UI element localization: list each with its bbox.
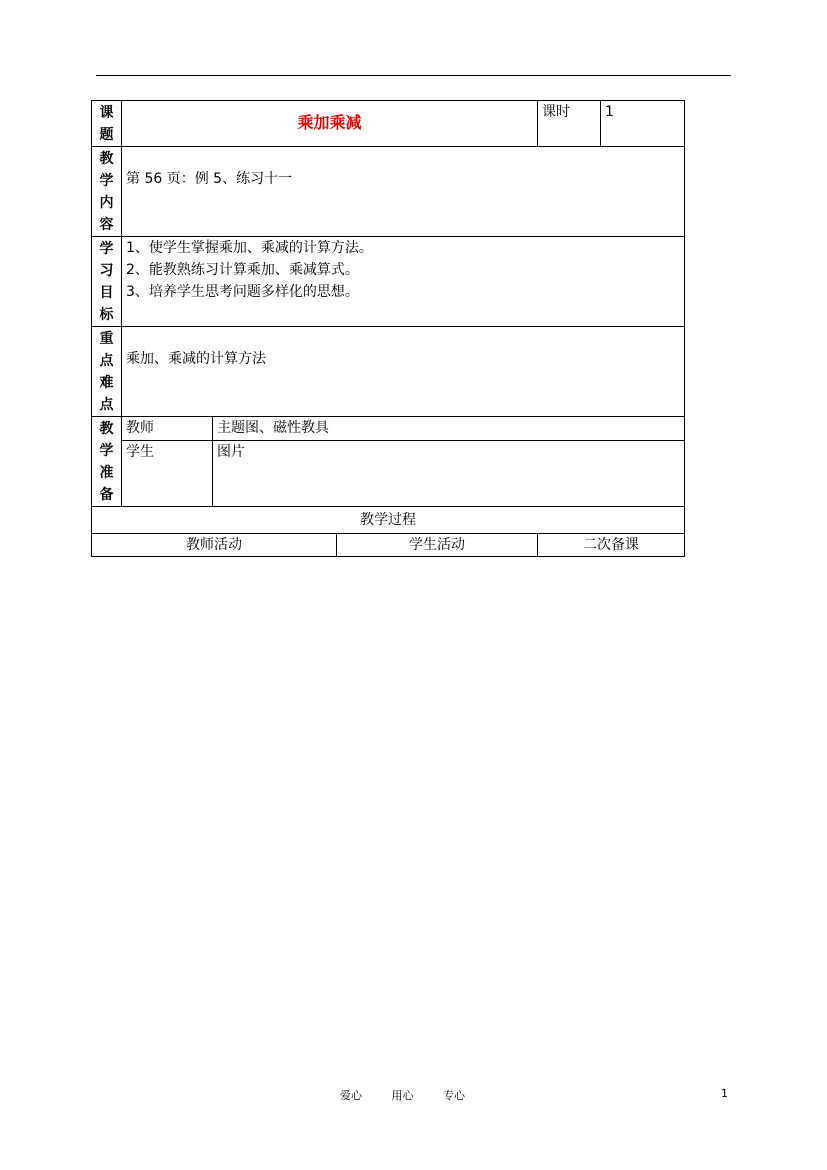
lesson-title: 乘加乘减 bbox=[297, 113, 362, 132]
prep-label-char-4: 备 bbox=[99, 487, 114, 503]
goals-label bbox=[92, 237, 122, 327]
content-label bbox=[92, 147, 122, 237]
content-label-char-3: 内 bbox=[99, 195, 114, 211]
content-label-char-4: 容 bbox=[99, 217, 114, 233]
process-header-cell bbox=[92, 507, 685, 534]
second-prep-header: 二次备课 bbox=[583, 537, 640, 553]
content-row bbox=[92, 147, 685, 237]
preparation-label bbox=[92, 417, 122, 507]
footer-motto bbox=[340, 1087, 491, 1103]
key-points-cell bbox=[122, 327, 685, 417]
content-value-cell bbox=[122, 147, 685, 237]
goals-label-char-4: 标 bbox=[99, 307, 114, 323]
prep-student-label-cell bbox=[122, 440, 213, 506]
prep-label-char-1: 教 bbox=[99, 421, 114, 437]
key-points-row bbox=[92, 327, 685, 417]
prep-label-char-3: 准 bbox=[99, 465, 114, 481]
title-label bbox=[92, 101, 122, 147]
title-label-char-1: 课 bbox=[99, 105, 114, 121]
second-prep-header-cell bbox=[538, 534, 685, 557]
prep-teacher-value: 主题图、磁性教具 bbox=[217, 420, 329, 436]
lesson-plan-table bbox=[91, 100, 685, 557]
prep-teacher-label-cell bbox=[122, 417, 213, 441]
goals-label-char-1: 学 bbox=[99, 241, 114, 257]
prep-student-value: 图片 bbox=[217, 443, 245, 460]
prep-teacher-value-cell bbox=[213, 417, 685, 441]
key-label-char-2: 点 bbox=[99, 353, 114, 369]
prep-teacher-row bbox=[92, 417, 685, 441]
footer-motto-item: 专心 bbox=[443, 1089, 465, 1102]
title-label-char-2: 题 bbox=[99, 127, 114, 143]
prep-teacher-label: 教师 bbox=[126, 420, 154, 436]
period-value-cell bbox=[601, 101, 685, 147]
goal-item: 1、使学生掌握乘加、乘减的计算方法。 bbox=[126, 240, 373, 256]
goals-row bbox=[92, 237, 685, 327]
header-rule bbox=[96, 75, 731, 76]
key-label-char-1: 重 bbox=[99, 331, 114, 347]
prep-label-char-2: 学 bbox=[99, 443, 114, 459]
goal-item: 3、培养学生思考问题多样化的思想。 bbox=[126, 284, 359, 300]
period-label: 课时 bbox=[542, 104, 571, 120]
goals-cell bbox=[122, 237, 685, 327]
goal-item: 2、能教熟练习计算乘加、乘减算式。 bbox=[126, 262, 359, 278]
teacher-activity-header-cell bbox=[92, 534, 337, 557]
lesson-title-cell bbox=[122, 101, 538, 147]
key-label-char-4: 点 bbox=[99, 397, 114, 413]
footer-motto-item: 爱心 bbox=[340, 1089, 362, 1102]
content-label-char-2: 学 bbox=[99, 173, 114, 189]
key-label-char-3: 难 bbox=[99, 375, 114, 391]
content-label-char-1: 教 bbox=[99, 151, 114, 167]
period-value: 1 bbox=[605, 104, 614, 120]
process-header: 教学过程 bbox=[360, 512, 416, 528]
period-label-cell bbox=[538, 101, 601, 147]
prep-student-label: 学生 bbox=[126, 443, 154, 460]
process-header-row bbox=[92, 507, 685, 534]
title-row bbox=[92, 101, 685, 147]
prep-student-row bbox=[92, 440, 685, 506]
page-number: 1 bbox=[721, 1087, 728, 1100]
process-columns-row bbox=[92, 534, 685, 557]
footer-motto-item: 用心 bbox=[391, 1089, 414, 1102]
goals-label-char-3: 目 bbox=[99, 285, 114, 301]
key-points-label bbox=[92, 327, 122, 417]
key-points-value: 乘加、乘减的计算方法 bbox=[126, 351, 266, 367]
goals-label-char-2: 习 bbox=[99, 263, 114, 279]
student-activity-header: 学生活动 bbox=[409, 537, 465, 553]
student-activity-header-cell bbox=[337, 534, 538, 557]
content-value: 第 56 页：例 5、练习十一 bbox=[126, 171, 293, 187]
teacher-activity-header: 教师活动 bbox=[186, 537, 242, 553]
prep-student-value-cell bbox=[213, 440, 685, 506]
